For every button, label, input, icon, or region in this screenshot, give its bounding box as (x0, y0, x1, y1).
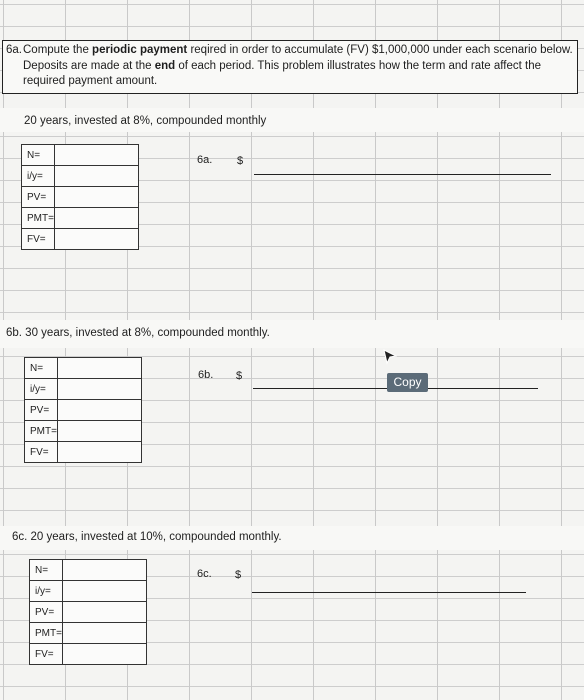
n-label: N= (30, 560, 63, 581)
iy-input[interactable] (57, 379, 141, 400)
pmt-input[interactable] (62, 623, 146, 644)
answer-label-6a: 6a. (197, 154, 213, 166)
mouse-cursor-icon (383, 349, 397, 365)
scenario-6c-heading: 6c. 20 years, invested at 10%, compounded monthly. (12, 531, 282, 543)
fv-input[interactable] (54, 229, 138, 250)
copy-button[interactable]: Copy (387, 373, 428, 392)
answer-label-6c: 6c. (197, 568, 212, 580)
pv-label: PV= (25, 400, 58, 421)
fv-input[interactable] (57, 442, 141, 463)
n-label: N= (22, 145, 55, 166)
iy-label: i/y= (25, 379, 58, 400)
n-input[interactable] (54, 145, 138, 166)
scenario-6a-heading: 20 years, invested at 8%, compounded monthly (24, 115, 267, 127)
pmt-label: PMT= (22, 208, 55, 229)
pmt-label: PMT= (30, 623, 63, 644)
question-number: 6a. (6, 44, 22, 56)
dollar-sign: $ (236, 370, 243, 382)
fv-label: FV= (30, 644, 63, 665)
n-input[interactable] (62, 560, 146, 581)
dollar-sign: $ (235, 569, 242, 581)
pv-label: PV= (22, 187, 55, 208)
pmt-label: PMT= (25, 421, 58, 442)
fv-label: FV= (22, 229, 55, 250)
answer-label-6b: 6b. (198, 369, 214, 381)
pv-input[interactable] (57, 400, 141, 421)
pmt-input[interactable] (57, 421, 141, 442)
question-text: Compute the periodic payment reqired in order to accumulate (FV) $1,000,000 under each scenario below. Deposits are made at the end of each period. This problem illustrates how the term and rate affect the required payment amount. (23, 44, 573, 87)
n-input[interactable] (57, 358, 141, 379)
fv-input[interactable] (62, 644, 146, 665)
iy-input[interactable] (54, 166, 138, 187)
pmt-input[interactable] (54, 208, 138, 229)
inputs-table-6a (21, 144, 139, 250)
dollar-sign: $ (237, 155, 244, 167)
question-6a-prompt (2, 40, 578, 94)
iy-label: i/y= (22, 166, 55, 187)
iy-label: i/y= (30, 581, 63, 602)
n-label: N= (25, 358, 58, 379)
fv-label: FV= (25, 442, 58, 463)
answer-line-6a[interactable] (254, 174, 551, 175)
iy-input[interactable] (62, 581, 146, 602)
scenario-6b-heading: 6b. 30 years, invested at 8%, compounded monthly. (6, 327, 270, 339)
pv-input[interactable] (54, 187, 138, 208)
pv-input[interactable] (62, 602, 146, 623)
pv-label: PV= (30, 602, 63, 623)
inputs-table-6b (24, 357, 142, 463)
answer-line-6c[interactable] (252, 592, 526, 593)
inputs-table-6c (29, 559, 147, 665)
